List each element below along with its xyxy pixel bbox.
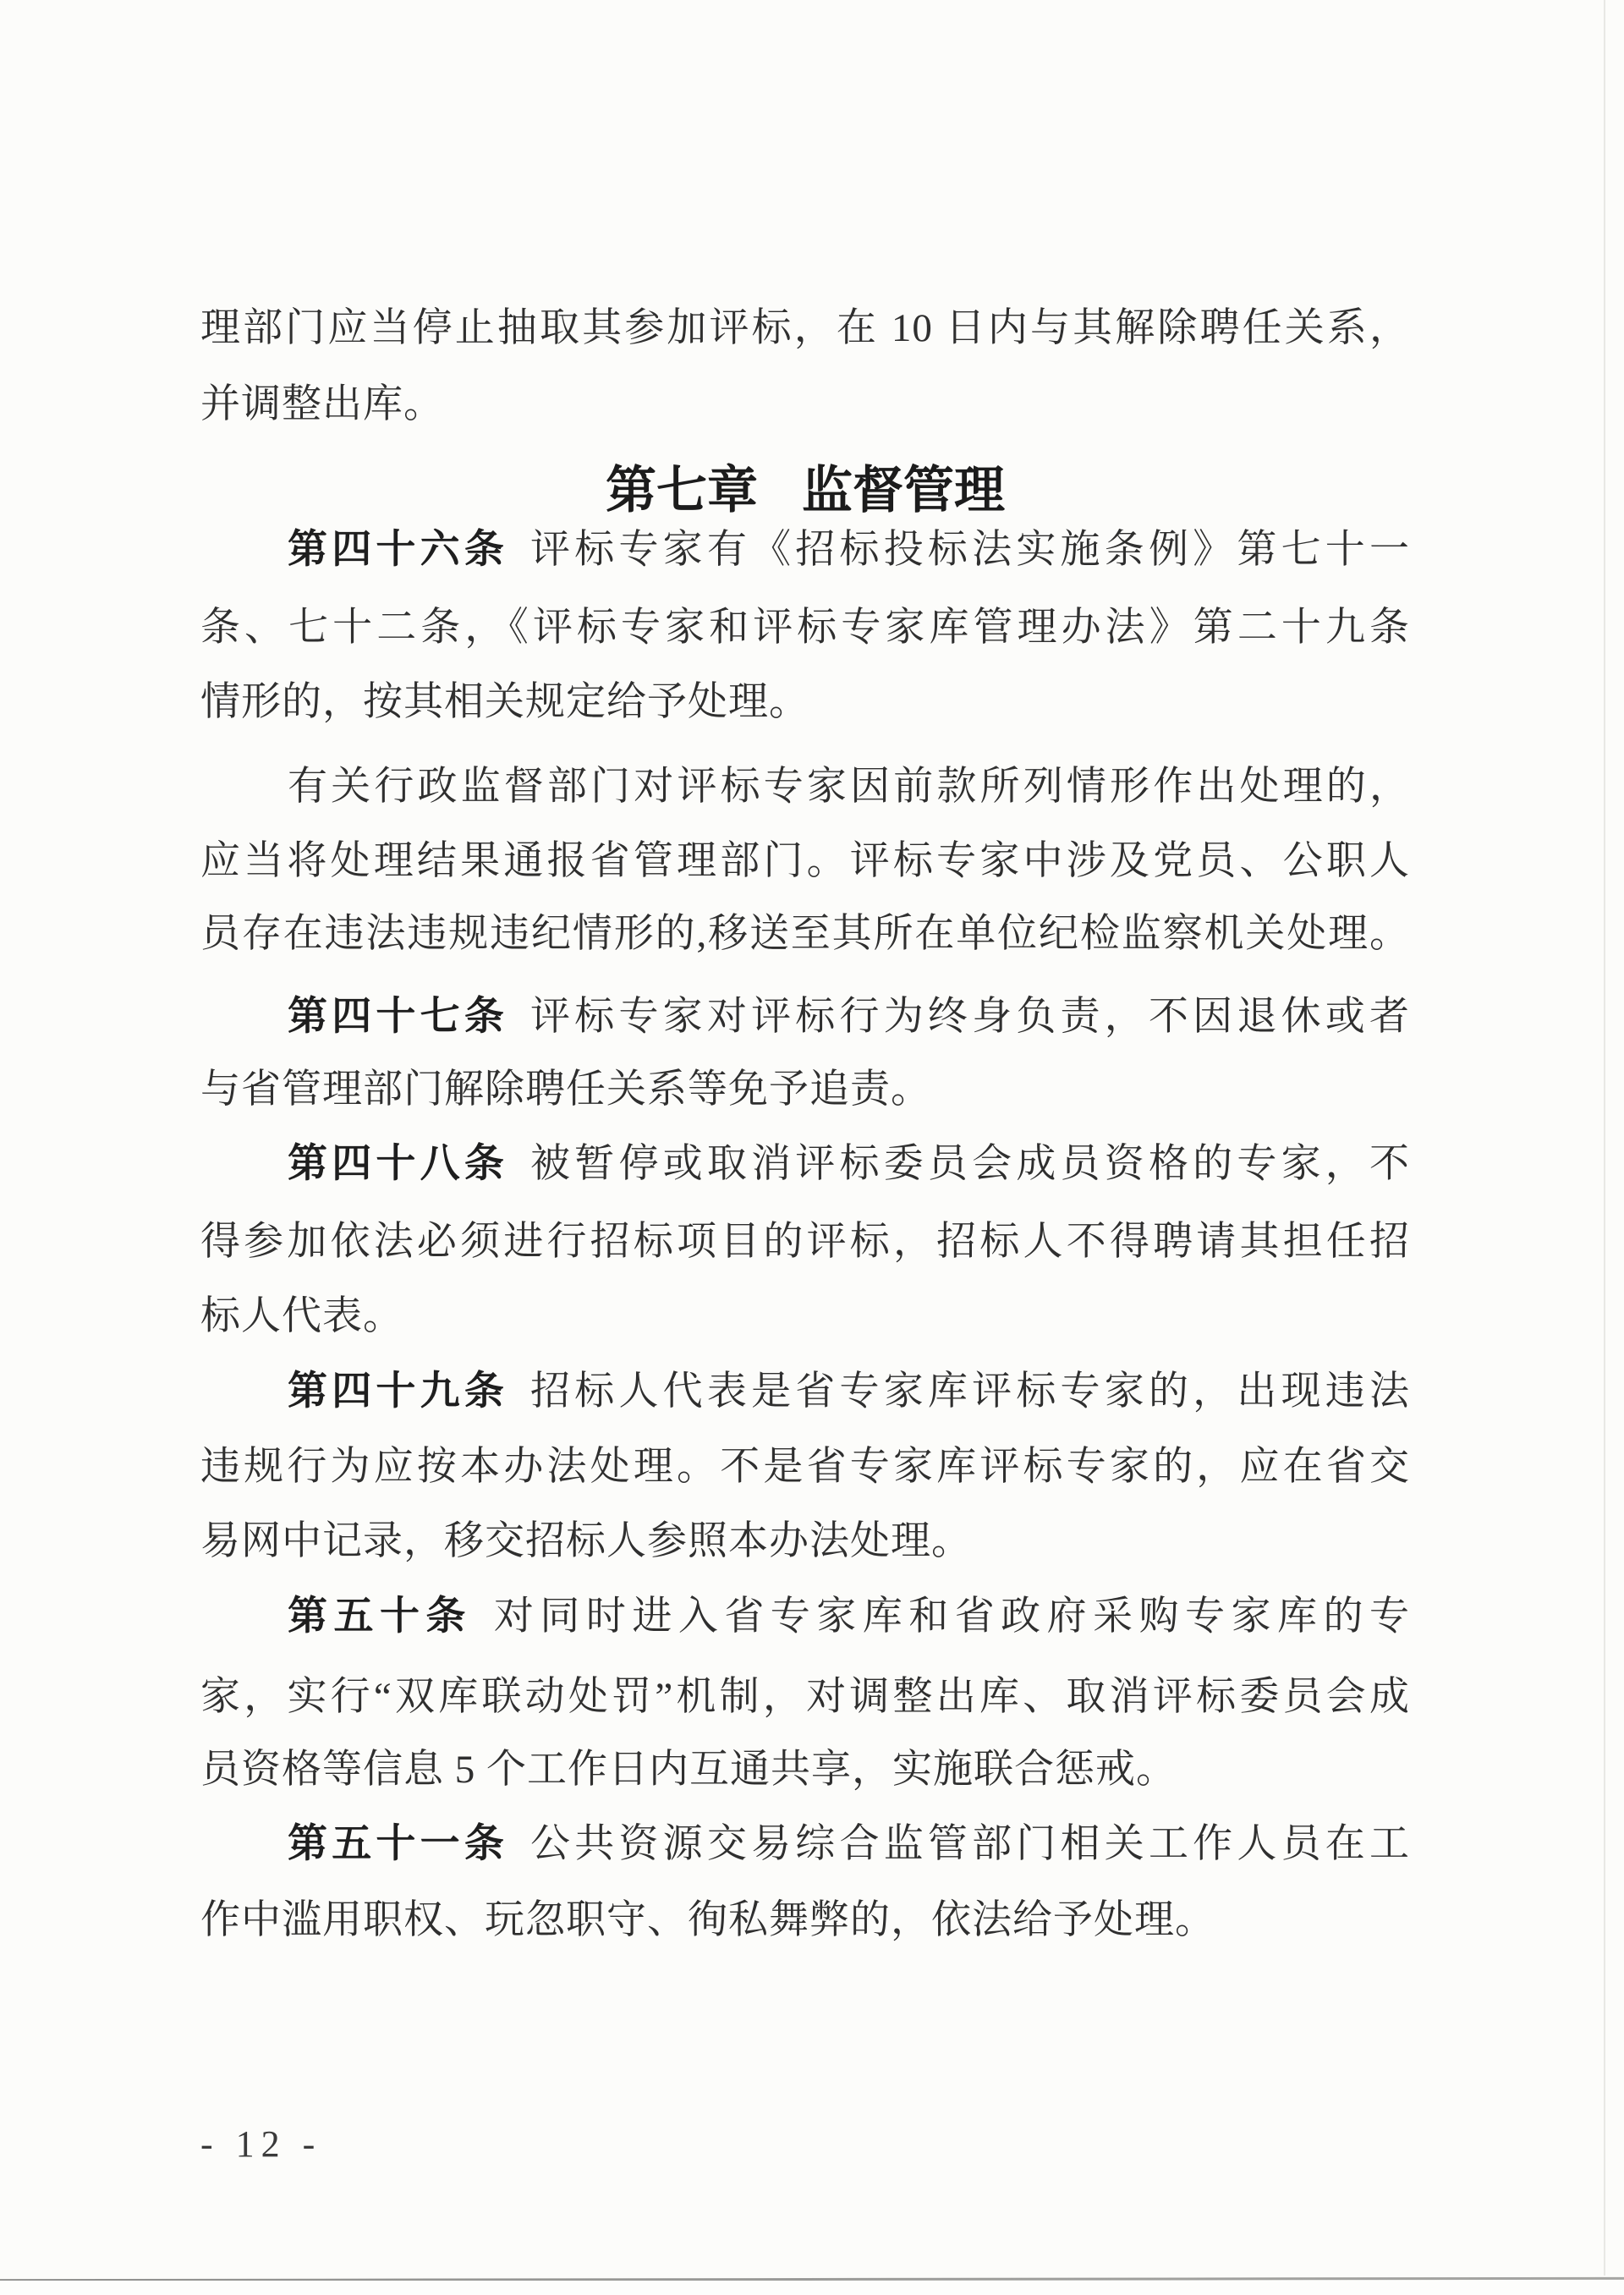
scan-edge-below	[0, 2281, 1624, 2295]
text-line: 违规行为应按本办法处理。不是省专家库评标专家的，应在省交	[200, 1445, 1410, 1489]
text-line: 易网中记录，移交招标人参照本办法处理。	[200, 1519, 972, 1563]
text-line: 第四十六条 评标专家有《招标投标法实施条例》第七十一	[288, 528, 1411, 572]
text-line: 应当将处理结果通报省管理部门。评标专家中涉及党员、公职人	[200, 839, 1410, 883]
article-number: 第五十条	[288, 1595, 472, 1639]
text-line: 第五十条 对同时进入省专家库和省政府采购专家库的专	[288, 1595, 1411, 1639]
text-line: 并调整出库。	[200, 382, 444, 426]
article-number: 第五十一条	[288, 1822, 509, 1866]
text-line: 家，实行“双库联动处罚”机制，对调整出库、取消评标委员会成	[200, 1675, 1410, 1719]
article-number: 第四十九条	[288, 1370, 509, 1414]
text-line: 情形的，按其相关规定给予处理。	[200, 680, 809, 724]
text-line: 第五十一条 公共资源交易综合监管部门相关工作人员在工	[288, 1822, 1411, 1866]
text-line: 条、七十二条，《评标专家和评标专家库管理办法》第二十九条	[200, 606, 1410, 650]
text-line: 标人代表。	[200, 1294, 403, 1338]
article-number: 第四十六条	[288, 528, 509, 572]
text-line: 理部门应当停止抽取其参加评标，在 10 日内与其解除聘任关系，	[200, 306, 1410, 350]
text-line: 得参加依法必须进行招标项目的评标，招标人不得聘请其担任招	[200, 1220, 1410, 1264]
text-line: 第四十八条 被暂停或取消评标委员会成员资格的专家，不	[288, 1142, 1411, 1186]
text-line: 第四十七条 评标专家对评标行为终身负责，不因退休或者	[288, 995, 1411, 1039]
article-number: 第四十八条	[288, 1142, 509, 1186]
page-number: - 12 -	[200, 2123, 322, 2165]
text-line: 第四十九条 招标人代表是省专家库评标专家的，出现违法	[288, 1370, 1411, 1414]
text-line: 有关行政监督部门对评标专家因前款所列情形作出处理的，	[288, 765, 1410, 809]
text-line: 与省管理部门解除聘任关系等免予追责。	[200, 1068, 931, 1112]
text-line: 员存在违法违规违纪情形的,移送至其所在单位纪检监察机关处理。	[200, 912, 1410, 956]
scan-edge-right	[1604, 0, 1605, 2276]
chapter-title: 监督管理	[802, 463, 1005, 519]
article-number: 第四十七条	[288, 995, 509, 1039]
chapter-heading	[200, 461, 1410, 520]
chapter-number: 第七章	[606, 463, 758, 519]
text-line: 作中滥用职权、玩忽职守、徇私舞弊的，依法给予处理。	[200, 1898, 1215, 1942]
text-line: 员资格等信息 5 个工作日内互通共享，实施联合惩戒。	[200, 1748, 1177, 1792]
